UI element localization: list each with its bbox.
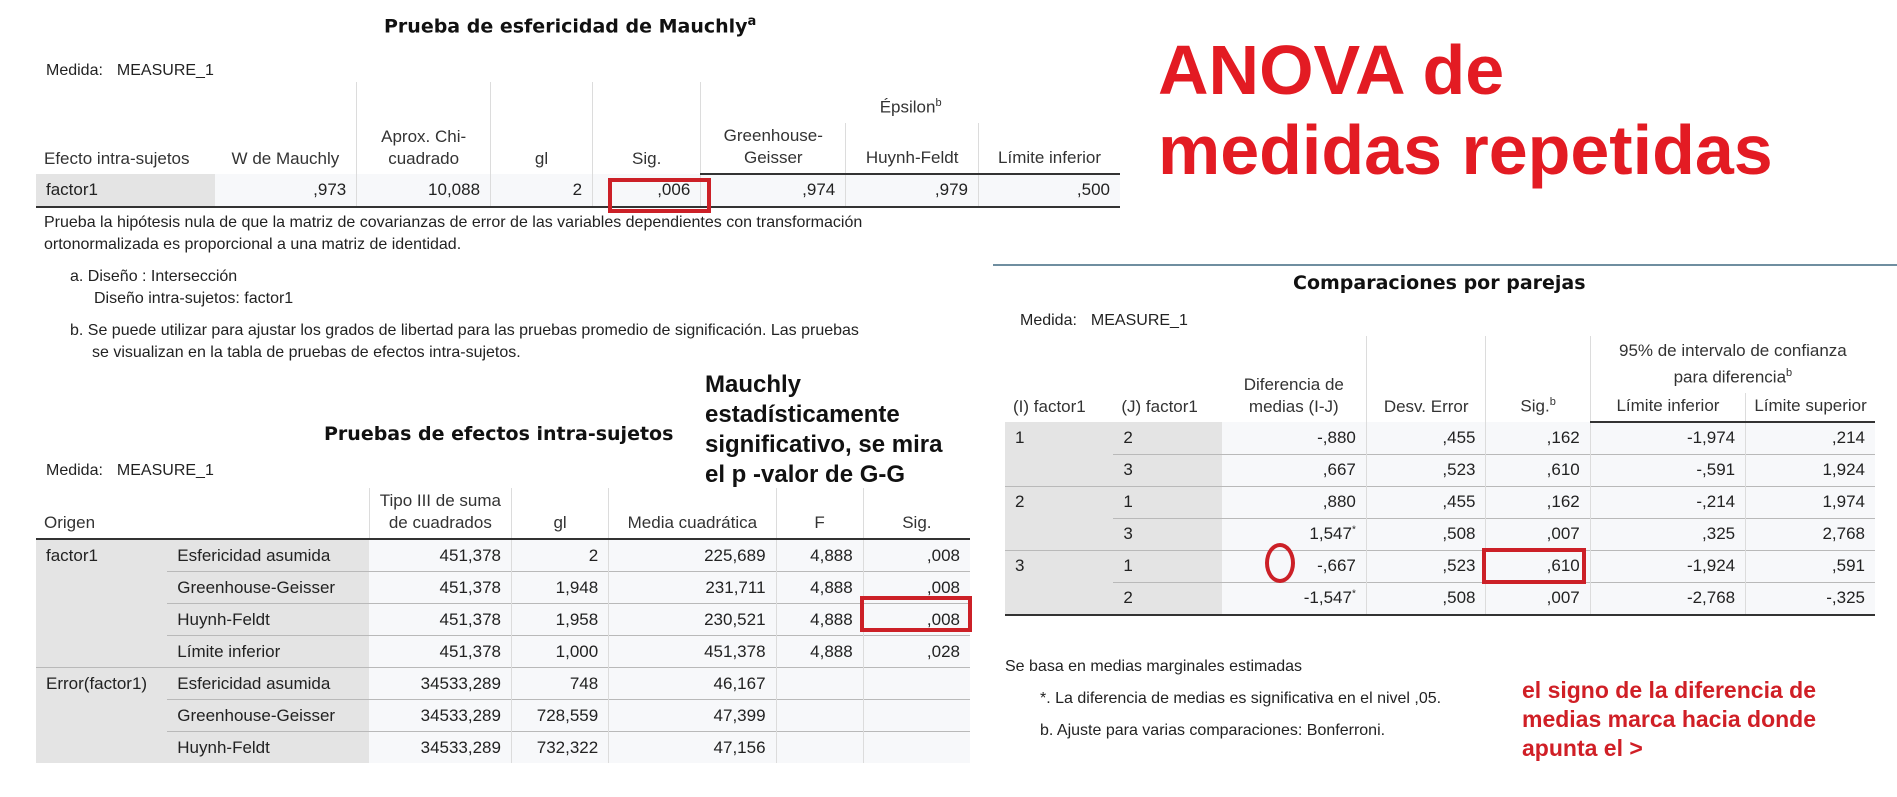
cell-j: 1	[1113, 486, 1221, 518]
cell-ms: 230,521	[609, 604, 776, 636]
table-row	[1005, 454, 1875, 486]
cell-hf: ,979	[846, 174, 979, 207]
cell-j: 2	[1113, 582, 1221, 615]
cell-source	[36, 604, 167, 636]
highlight-mauchly-sig	[608, 178, 711, 213]
cell-ls: 1,974	[1746, 486, 1875, 518]
cell-j: 3	[1113, 454, 1221, 486]
col-correction	[167, 488, 369, 539]
effects-table	[36, 488, 970, 763]
cell-diff: -,880	[1222, 422, 1367, 455]
cell-se: ,508	[1366, 582, 1486, 615]
cell-sig: ,610	[1486, 454, 1590, 486]
col-effect: Efecto intra-sujetos	[44, 148, 190, 168]
table-row	[1005, 486, 1875, 518]
table-row	[1005, 582, 1875, 615]
mauchly-measure: Medida: MEASURE_1	[46, 62, 214, 79]
cell-f: 4,888	[776, 572, 863, 604]
cell-f: 4,888	[776, 604, 863, 636]
cell-source: factor1	[36, 539, 167, 572]
cell-gl: 2	[511, 539, 608, 572]
cell-sig	[863, 700, 970, 732]
cell-ss: 34533,289	[369, 732, 511, 764]
cell-li: -1,924	[1590, 550, 1745, 582]
pairwise-note-star: *. La diferencia de medias es significativa en el nivel ,05.	[1040, 690, 1442, 707]
highlight-diff-sign-circle	[1265, 543, 1295, 583]
col-gl: gl	[491, 82, 593, 174]
col-sig: Sig.	[863, 488, 970, 539]
cell-i: 1	[1005, 422, 1113, 455]
cell-se: ,455	[1366, 422, 1486, 455]
table-row	[36, 572, 970, 604]
col-ms: Media cuadrática	[609, 488, 776, 539]
cell-i: 3	[1005, 550, 1113, 582]
main-title: ANOVA de medidas repetidas	[1158, 31, 1773, 189]
cell-ss: 451,378	[369, 636, 511, 668]
cell-correction: Greenhouse-Geisser	[167, 700, 369, 732]
col-ls: Límite superior	[1746, 393, 1875, 422]
cell-correction: Esfericidad asumida	[167, 539, 369, 572]
table-row	[1005, 518, 1875, 550]
cell-gl: 728,559	[511, 700, 608, 732]
col-gg: Greenhouse-Geisser	[701, 123, 846, 174]
cell-f: 4,888	[776, 636, 863, 668]
table-row	[1005, 422, 1875, 455]
col-hf: Huynh-Feldt	[846, 123, 979, 174]
table-row	[1005, 550, 1875, 582]
col-w: W de Mauchly	[231, 148, 340, 168]
col-sig: Sig.	[593, 82, 701, 174]
cell-sig: ,610	[1486, 550, 1590, 582]
cell-gl: 748	[511, 668, 608, 700]
cell-gg: ,974	[701, 174, 846, 207]
cell-sig: ,162	[1486, 486, 1590, 518]
cell-correction: Greenhouse-Geisser	[167, 572, 369, 604]
cell-ms: 47,156	[609, 732, 776, 764]
cell-se: ,523	[1366, 550, 1486, 582]
cell-j: 1	[1113, 550, 1221, 582]
pairwise-title: Comparaciones por parejas	[1293, 272, 1586, 294]
ci-group-header: 95% de intervalo de confianza para diferencia$^b$	[1590, 336, 1875, 393]
cell-i	[1005, 518, 1113, 550]
cell-li: -,591	[1590, 454, 1745, 486]
cell-f	[776, 700, 863, 732]
mauchly-annotation: Mauchly estadísticamente significativo, se mira el p -valor de G-G	[705, 371, 943, 488]
pairwise-note-b: b. Ajuste para varias comparaciones: Bonferroni.	[1040, 722, 1386, 739]
cell-se: ,523	[1366, 454, 1486, 486]
cell-sig: ,008	[863, 572, 970, 604]
cell-ms: 225,689	[609, 539, 776, 572]
cell-ls: 2,768	[1746, 518, 1875, 550]
pairwise-note-main: Se basa en medias marginales estimadas	[1005, 658, 1303, 675]
cell-se: ,508	[1366, 518, 1486, 550]
cell-ls: ,591	[1746, 550, 1875, 582]
table-row	[36, 539, 970, 572]
cell-f	[776, 668, 863, 700]
table-row	[36, 604, 970, 636]
cell-ss: 451,378	[369, 572, 511, 604]
col-chi2: Aprox. Chi-cuadrado	[357, 82, 491, 174]
cell-correction: Huynh-Feldt	[167, 604, 369, 636]
cell-j: 3	[1113, 518, 1221, 550]
cell-gl: 1,948	[511, 572, 608, 604]
col-origen: Origen	[36, 488, 167, 539]
table-row	[36, 668, 970, 700]
row-effect: factor1	[36, 174, 215, 207]
cell-i: 2	[1005, 486, 1113, 518]
cell-w: ,973	[215, 174, 357, 207]
cell-sig	[863, 668, 970, 700]
mauchly-note-b: b. Se puede utilizar para ajustar los grados de libertad para las pruebas promedio de significación. Las pruebas se visualizan en la tabla de pruebas de efectos intra-sujetos.	[70, 322, 859, 361]
col-diff: Diferencia de medias (I-J)	[1243, 374, 1344, 416]
col-li: Límite inferior	[979, 123, 1120, 174]
sign-annotation: el signo de la diferencia de medias marca hacia donde apunta el >	[1522, 677, 1817, 761]
cell-source	[36, 700, 167, 732]
cell-sig: ,008	[863, 604, 970, 636]
cell-correction: Esfericidad asumida	[167, 668, 369, 700]
cell-li: ,325	[1590, 518, 1745, 550]
cell-li: -,214	[1590, 486, 1745, 518]
mauchly-title: Prueba de esfericidad de Mauchly$^a$	[384, 14, 757, 38]
cell-f	[776, 732, 863, 764]
table-row	[36, 174, 1120, 207]
cell-li: ,500	[979, 174, 1120, 207]
cell-se: ,455	[1366, 486, 1486, 518]
effects-title: Pruebas de efectos intra-sujetos	[324, 423, 674, 445]
cell-gl: 2	[491, 174, 593, 207]
cell-correction: Huynh-Feldt	[167, 732, 369, 764]
cell-gl: 732,322	[511, 732, 608, 764]
cell-diff: ,667	[1222, 454, 1367, 486]
table-row	[36, 700, 970, 732]
cell-ms: 47,399	[609, 700, 776, 732]
cell-ms: 46,167	[609, 668, 776, 700]
cell-ss: 34533,289	[369, 668, 511, 700]
cell-ss: 451,378	[369, 604, 511, 636]
cell-ls: -,325	[1746, 582, 1875, 615]
cell-diff: -,667	[1222, 550, 1367, 582]
cell-i	[1005, 582, 1113, 615]
cell-li: -2,768	[1590, 582, 1745, 615]
cell-diff: ,880	[1222, 486, 1367, 518]
cell-source	[36, 732, 167, 764]
col-f: F	[776, 488, 863, 539]
table-row	[36, 732, 970, 764]
cell-sig: ,028	[863, 636, 970, 668]
cell-source	[36, 636, 167, 668]
epsilon-group-header: Épsilon$^b$	[701, 82, 1120, 123]
cell-ms: 231,711	[609, 572, 776, 604]
cell-sig: ,007	[1486, 518, 1590, 550]
cell-sig	[863, 732, 970, 764]
pairwise-table	[1005, 336, 1875, 616]
col-j: (J) factor1	[1121, 396, 1198, 416]
mauchly-note-a: a. Diseño : Intersección Diseño intra-sujetos: factor1	[70, 268, 294, 307]
cell-li: -1,974	[1590, 422, 1745, 455]
cell-sig: ,007	[1486, 582, 1590, 615]
cell-ss: 451,378	[369, 539, 511, 572]
col-li: Límite inferior	[1590, 393, 1745, 422]
cell-sig: ,006	[593, 174, 701, 207]
table-row	[36, 636, 970, 668]
cell-f: 4,888	[776, 539, 863, 572]
cell-diff: -1,547*	[1222, 582, 1367, 615]
col-se: Desv. Error	[1366, 336, 1486, 422]
cell-i	[1005, 454, 1113, 486]
mauchly-table	[36, 82, 1120, 208]
cell-chi2: 10,088	[357, 174, 491, 207]
highlight-gg-sig	[860, 596, 972, 632]
cell-sig: ,162	[1486, 422, 1590, 455]
effects-measure: Medida: MEASURE_1	[46, 462, 214, 479]
cell-gl: 1,958	[511, 604, 608, 636]
col-i: (I) factor1	[1013, 396, 1086, 416]
cell-ls: 1,924	[1746, 454, 1875, 486]
col-ss: Tipo III de suma de cuadrados	[369, 488, 511, 539]
cell-ls: ,214	[1746, 422, 1875, 455]
pairwise-measure: Medida: MEASURE_1	[1020, 312, 1188, 329]
cell-source	[36, 572, 167, 604]
cell-source: Error(factor1)	[36, 668, 167, 700]
col-sig: Sig.$^b$	[1486, 336, 1590, 422]
cell-ms: 451,378	[609, 636, 776, 668]
cell-correction: Límite inferior	[167, 636, 369, 668]
cell-diff: 1,547*	[1222, 518, 1367, 550]
cell-gl: 1,000	[511, 636, 608, 668]
cell-ss: 34533,289	[369, 700, 511, 732]
mauchly-note-main: Prueba la hipótesis nula de que la matriz de covarianzas de error de las variables dependientes con transformación ortonormalizada es proporcional a una matriz de identidad.	[44, 214, 863, 253]
section-divider	[993, 264, 1897, 266]
highlight-pairwise-sig	[1482, 548, 1586, 584]
cell-j: 2	[1113, 422, 1221, 455]
col-gl: gl	[511, 488, 608, 539]
cell-sig: ,008	[863, 539, 970, 572]
